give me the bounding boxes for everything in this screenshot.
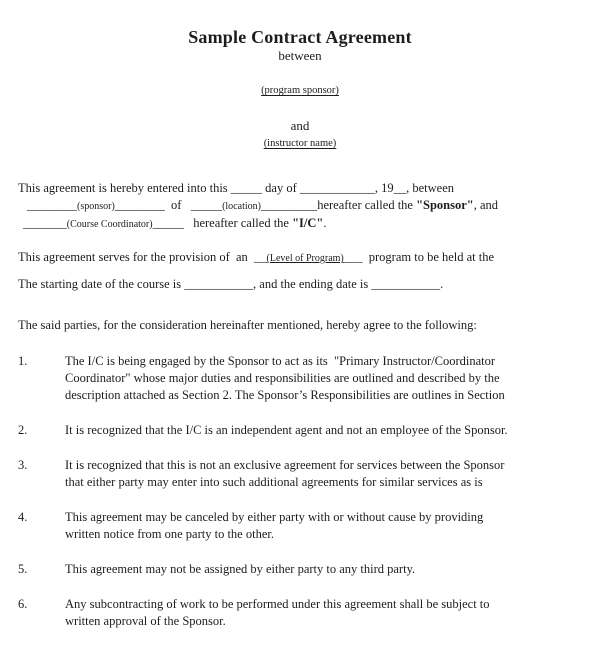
clause-line: The I/C is being engaged by the Sponsor to act as its "Primary Instructor/Coordinator <box>65 354 496 368</box>
clause-text <box>65 422 582 439</box>
text-segment: ________ <box>27 198 77 212</box>
intro-line <box>18 180 582 197</box>
text-segment: . <box>323 216 327 230</box>
clause-line: description attached as Section 2. The Sponsor’s Responsibilities are outlines in Section <box>65 388 505 402</box>
clause-text <box>65 353 582 404</box>
clause-line: This agreement may be canceled by either party with or without cause by providing <box>65 510 484 524</box>
clause-number: 3. <box>18 458 28 472</box>
clause-text <box>65 509 582 543</box>
text-segment: , and <box>473 198 499 212</box>
clause-item <box>18 561 582 578</box>
agreement-intro-line: The said parties, for the consideration hereinafter mentioned, hereby agree to the following: <box>18 318 477 332</box>
text-segment: (location) <box>222 201 261 212</box>
clause-number: 5. <box>18 562 28 576</box>
clause-line: It is recognized that this is not an exclusive agreement for services between the Sponsor <box>65 458 505 472</box>
clause-line: This agreement may not be assigned by either party to any third party. <box>65 562 416 576</box>
text-segment: "I/C" <box>292 216 324 230</box>
text-segment: (sponsor) <box>77 201 115 212</box>
clause-number: 4. <box>18 510 28 524</box>
clause-line: written notice from one party to the other. <box>65 527 274 541</box>
clause-line: that either party may enter into such additional agreements for similar services as is <box>65 475 483 489</box>
text-segment: This agreement is hereby entered into this _____ day of ____________, 19__, between <box>18 181 455 195</box>
conjunction-text: and <box>290 118 310 133</box>
clause-number: 1. <box>18 354 28 368</box>
text-segment: The starting date of the course is ___________, and the ending date is ___________. <box>18 277 444 291</box>
clause-line: Any subcontracting of work to be performed under this agreement shall be subject to <box>65 597 490 611</box>
text-segment: (Course Coordinator) <box>66 219 153 230</box>
text-segment: This agreement serves for the provision of an __ <box>18 250 267 264</box>
clause-line: It is recognized that the I/C is an independent agent and not an employee of the Sponsor. <box>65 423 508 437</box>
text-segment: ___ program to be held at the <box>343 250 495 264</box>
intro-line <box>18 215 582 233</box>
clause-item <box>18 353 582 404</box>
provision-paragraph <box>18 249 582 293</box>
clause-number: 2. <box>18 423 28 437</box>
numbered-clause-list <box>18 353 582 630</box>
clause-line: Coordinator" whose major duties and responsibilities are outlined and described by the <box>65 371 500 385</box>
document-title: Sample Contract Agreement <box>188 27 412 47</box>
clause-text <box>65 561 582 578</box>
clause-item <box>18 596 582 630</box>
clause-item <box>18 509 582 543</box>
intro-line <box>18 197 582 215</box>
text-segment: (Level of Program) <box>266 253 344 264</box>
clause-item <box>18 422 582 439</box>
text-segment: _________hereafter called the <box>260 198 417 212</box>
provision-line <box>18 276 582 293</box>
clause-line: written approval of the Sponsor. <box>65 614 226 628</box>
clause-text <box>65 596 582 630</box>
between-text: between <box>278 48 322 63</box>
text-segment: ________ of _____ <box>114 198 223 212</box>
text-segment: _____ hereafter called the <box>152 216 293 230</box>
clause-item <box>18 457 582 491</box>
clause-number: 6. <box>18 597 28 611</box>
provision-line <box>18 249 582 267</box>
intro-paragraph <box>18 180 582 233</box>
clause-text <box>65 457 582 491</box>
instructor-name-blank: (instructor name) <box>263 138 337 149</box>
text-segment: "Sponsor" <box>416 198 474 212</box>
text-segment: _______ <box>23 216 67 230</box>
program-sponsor-blank: (program sponsor) <box>261 85 339 96</box>
